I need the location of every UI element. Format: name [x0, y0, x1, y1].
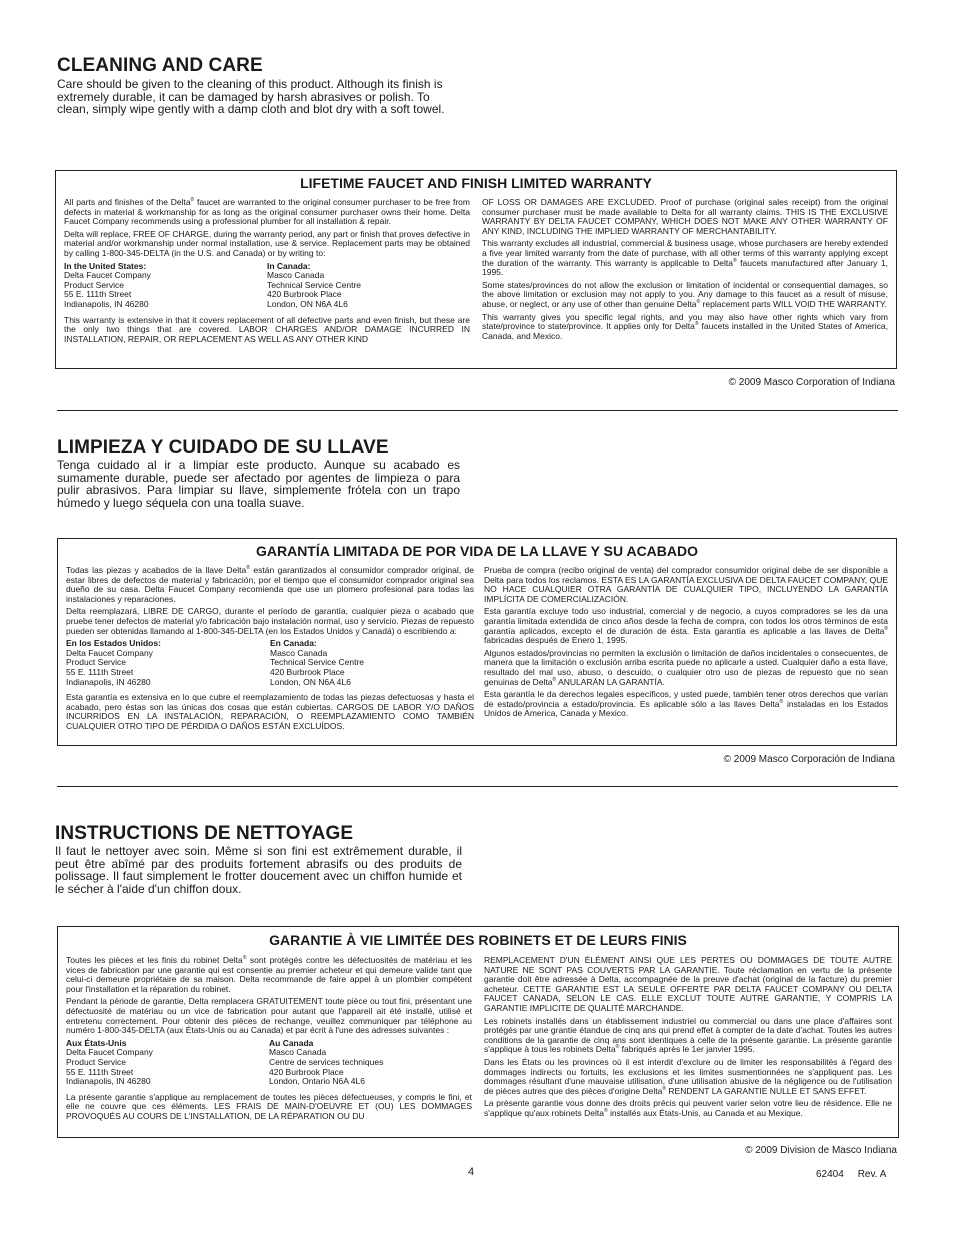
warranty-paragraph: Delta will replace, FREE OF CHARGE, during the warranty period, any part or finish that proves defective in material and/or workmanship under normal installation, use & service. Replacement parts may be obtained by calling 1-800-345-DELTA (in the U.S. and Canada) or by writing to: [64, 228, 470, 258]
warranty-box-fr [57, 926, 899, 1138]
warranty-paragraph: Prueba de compra (recibo original de venta) del comprador consumidor original debe de ser disponible a Delta para todos los reclamos. ESTA ES LA GARANTÍA EXCLUSIVA DE DELTA FAUCET COMPANY, QUE NO HACE CUALQUIER OTRA GARANTÍA DE CUALQUIER TIPO, INCLUYENDO LA GARANTÍA IMPLÍCITA DE COMERCIALIZACIÓN. [484, 565, 888, 604]
warranty-right-column-fr [484, 956, 892, 1122]
address-block-en [64, 262, 470, 310]
warranty-paragraph: Les robinets installés dans un établissement industriel ou commercial ou dans une place d'affaires sont protégés par une grantie étandue de cinq ans qui prend effet à compter de la date d'achat. Toutes les autres conditions de la garantie de cinq ans sont identiques à celle de la présente garantie. La présente garantie s'applique à tous les robinets Delta® fabriqués après le 1er janvier 1995. [484, 1015, 892, 1055]
warranty-right-column-es [484, 566, 888, 722]
warranty-paragraph: This warranty is extensive in that it covers replacement of all defective parts and even finish, but these are the only two things that are covered. LABOR CHARGES AND/OR DAMAGE INCURRED IN INSTALLATION, REPAIR, OR REPLACEMENT AS WELL AS ANY OTHER KIND [64, 314, 470, 344]
cleaning-intro-en: Care should be given to the cleaning of this product. Although its finish is extremely durable, it can be damaged by harsh abrasives or polish. To clean, simply wipe gently with a damp cloth and blot dry with a soft towel. [57, 77, 445, 117]
address-us: In the United States: Delta Faucet Company Product Service 55 E. 111th Street Indianapolis, IN 46280 [64, 260, 151, 309]
cleaning-heading-es: LIMPIEZA Y CUIDADO DE SU LLAVE [57, 437, 389, 458]
address-canada: En Canada: Masco Canada Technical Service Centre 420 Burbrook Place London, ON N6A 4L6 [270, 638, 365, 687]
warranty-box-en [55, 170, 897, 369]
document-code: 62404 Rev. A [816, 1169, 887, 1180]
copyright-es: © 2009 Masco Corporación de Indiana [723, 754, 895, 765]
cleaning-heading-fr: INSTRUCTIONS DE NETTOYAGE [55, 823, 354, 844]
warranty-paragraph: Todas las piezas y acabados de la llave Delta® están garantizados al consumidor comprador original, de estar libres de defectos de material y fabricación, por el tiempo que el consumidor comprador original sea dueño de su casa. Delta Faucet Company recomienda que use un plomero profesional para todas las instalaciones y reparaciones. [66, 565, 474, 604]
cleaning-intro-fr: Il faut le nettoyer avec soin. Même si son fini est extrêmement durable, il peut être abîmé par des produits fortement abrasifs ou des produits de polissage. Il faut simplement le frotter doucement avec un chiffon humide et le sécher à l'aide d'un chiffon doux. [55, 844, 462, 896]
cleaning-intro-es: Tenga cuidado al ir a limpiar este producto. Aunque su acabado es sumamente durable, puede ser afectado por agentes de limpieza o para pulir abrasivos. Para limpiar su llave, simplemente frótela con un trapo húmedo y luego séquela con una toalla suave. [57, 458, 460, 510]
warranty-paragraph: Esta garantía es extensiva en lo que cubre el reemplazamiento de todas las piezas defectuosas y hasta el acabado, pero éstas son las únicas dos cosas que están cubiertas. CARGOS DE LABOR Y/O DAÑOS INCURRIDOS EN LA INSTALACIÓN, REPARACIÓN, O REEMPLAZAMIENTO COMO TAMBIÉN CUALQUIER OTRO TIPO DE PÉRDIDA O DAÑOS ESTÁN EXCLUÍDOS. [66, 692, 474, 731]
warranty-paragraph: Algunos estados/provincias no permiten la exclusión o limitación de daños incidentales o consecuentes, de manera que la limitación o exclusión arriba escrita puede no aplicarle a usted. Cualquier daño a esta llave, resultado del mal uso, abuso, o descuido, o cualquier otro uso de piezas de repuesto que no sean genuinas de Delta® ANULARÁN LA GARANTÍA. [484, 647, 888, 687]
copyright-fr: © 2009 Division de Masco Indiana [745, 1145, 897, 1156]
warranty-title-fr: GARANTIE À VIE LIMITÉE DES ROBINETS ET DE LEURS FINIS [269, 932, 687, 948]
warranty-paragraph: Dans les États ou les provinces où il est interdit d'exclure ou de limiter les responsabilités à l'égard des dommages indirects ou fortuits, les exclusions et les limites susmentionnées ne s'appliquent pas. Les dommages résultant d'une mauvaise utilisation, d'une utilisation abusive de la négligence ou de l'utilisation de pièces autres que des pièces d'origine Delta® RENDENT LA GARANTIE NULLE ET SANS EFFET. [484, 1056, 892, 1096]
address-us: Aux États-Unis Delta Faucet Company Product Service 55 E. 111th Street Indianapolis, IN 46280 [66, 1037, 153, 1087]
address-us: En los Estados Unidos: Delta Faucet Company Product Service 55 E. 111th Street Indianapolis, IN 46280 [66, 638, 161, 687]
warranty-box-es [57, 538, 897, 746]
section-divider [57, 410, 898, 411]
warranty-paragraph: Pendant la période de garantie, Delta remplacera GRATUITEMENT toute pièce ou tout fini, présentant une défectuosité de matériau ou un vice de fabrication pour autant que l'appareil ait été installé, utilisé et entretenu correctement. Pour obtenir des pièces de rechange, veuillez communiquer par téléphone au numéro 1-800-345-DELTA (aux États-Unis ou au Canada) et par écrit à l'une des adresses suivantes : [66, 996, 472, 1036]
copyright-en: © 2009 Masco Corporation of Indiana [728, 377, 895, 388]
address-canada: In Canada: Masco Canada Technical Service Centre 420 Burbrook Place London, ON N6A 4L6 [267, 260, 362, 309]
address-block-es [66, 639, 474, 687]
warranty-left-column-en [64, 198, 470, 347]
warranty-left-column-fr [66, 956, 472, 1125]
warranty-title-en: LIFETIME FAUCET AND FINISH LIMITED WARRANTY [300, 175, 652, 191]
section-divider [57, 786, 898, 787]
warranty-paragraph: Esta garantía excluye todo uso industrial, comercial y de negocio, a cuyos compradores se les da una garantía limitada extendida de cinco años desde la fecha de compra, con todos los otros términos de esta garantía aplicados, excepto el de duración de ésta. Esta garantía es aplicable a las llaves de Delta® fabricadas después de Enero 1, 1995. [484, 606, 888, 646]
warranty-paragraph: Some states/provinces do not allow the exclusion or limitation of incidental or consequential damages, so the above limitation or exclusion may not apply to you. Any damage to this faucet as a result of misuse, abuse, or neglect, or any use of other than genuine Delta® replacement parts WILL VOID THE WARRANTY. [482, 279, 888, 309]
warranty-paragraph: OF LOSS OR DAMAGES ARE EXCLUDED. Proof of purchase (original sales receipt) from the original consumer purchaser must be made available to Delta for all warranty claims. THIS IS THE EXCLUSIVE WARRANTY BY DELTA FAUCET COMPANY, WHICH DOES NOT MAKE ANY OTHER WARRANTY OF ANY KIND, INCLUDING THE IMPLIED WARRANTY OF MERCHANTABILITY. [482, 197, 888, 236]
warranty-left-column-es [66, 566, 474, 735]
warranty-paragraph: This warranty gives you specific legal rights, and you may also have other rights which vary from state/province to state/province. It applies only for Delta® faucets installed in the United States of America, Canada, and Mexico. [482, 311, 888, 341]
warranty-paragraph: REMPLACEMENT D'UN ÉLÉMENT AINSI QUE LES PERTES OU DOMMAGES DE TOUTE AUTRE NATURE NE SONT PAS COUVERTS PAR LA GARANTIE. Toute réclamation en vertu de la présente garantie doit être adressée à Delta, accompagnée de la preuve d'achat (original de la facture) du premier acheteur. CETTE GARANTIE EST LA SEULE OFFERTE PAR DELTA FAUCET COMPANY OU DELTA FAUCET CANADA, SELON LE CAS. ELLE EXCLUT TOUTE AUTRE GARANTIE, Y COMPRIS LA GARANTIE IMPLICITE DE QUALITÉ MARCHANDE. [484, 955, 892, 1013]
warranty-paragraph: Delta reemplazará, LIBRE DE CARGO, durante el período de garantía, cualquier pieza o acabado que pruebe tener defectos de material y/o fabricación bajo instalación normal, uso y servicio. Piezas de repuesto pueden ser obtenidas llamando al 1-800-345-DELTA (en los Estados Unidos y Canadá) o escribiendo a: [66, 606, 474, 636]
warranty-paragraph: La présente garantie vous donne des droits précis qui peuvent varier selon votre lieu de résidence. Elle ne s'applique qu'aux robinets Delta® installés aux États-Unis, au Canada et au Mexique. [484, 1098, 892, 1118]
warranty-paragraph: La présente garantie s'applique au remplacement de toutes les pièces défectueuses, y compris le fini, et elle ne couvre que ces éléments. LES FRAIS DE MAIN-D'OEUVRE ET (OU) LES DOMMAGES PROVOQUÉS AU COURS DE L'INSTALLATION, DE LA RÉPARATION OU DU [66, 1091, 472, 1121]
warranty-paragraph: All parts and finishes of the Delta® faucet are warranted to the original consumer purchaser to be free from defects in material & workmanship for as long as the original consumer purchaser owns their home. Delta Faucet Company recommends using a professional plumber for all installation & repair. [64, 197, 470, 227]
page-number: 4 [468, 1166, 475, 1178]
warranty-title-es: GARANTÍA LIMITADA DE POR VIDA DE LA LLAVE Y SU ACABADO [255, 543, 699, 559]
warranty-paragraph: Esta garantía le da derechos legales específicos, y usted puede, también tener otros derechos que varían de estado/provincia a estado/provincia. Es aplicable sólo a las llaves Delta® instaladas en los Estados Unidos de America, Canada y Mexico. [484, 689, 888, 719]
address-block-fr [66, 1039, 472, 1087]
warranty-paragraph: This warranty excludes all industrial, commercial & business usage, whose purchasers are hereby extended a five year limited warranty from the date of purchase, with all other terms of this warranty applying except the duration of the warranty. This warranty is applicable to Delta® faucets manufactured after January 1, 1995. [482, 238, 888, 278]
warranty-paragraph: Toutes les pièces et les finis du robinet Delta® sont protégés contre les défectuosités de matériau et les vices de fabrication par une garantie qui est consentie au premier acheteur et qui demeure valide tant que celui-ci demeure propriétaire de sa maison. Delta recommande de faire appel à un plombier compétent pour l'installation et la réparation du robinet. [66, 955, 472, 994]
warranty-right-column-en [482, 198, 888, 344]
cleaning-heading-en: CLEANING AND CARE [57, 55, 263, 76]
address-canada: Au Canada Masco Canada Centre de services techniques 420 Burbrook Place London, Ontario N6A 4L6 [269, 1037, 384, 1087]
